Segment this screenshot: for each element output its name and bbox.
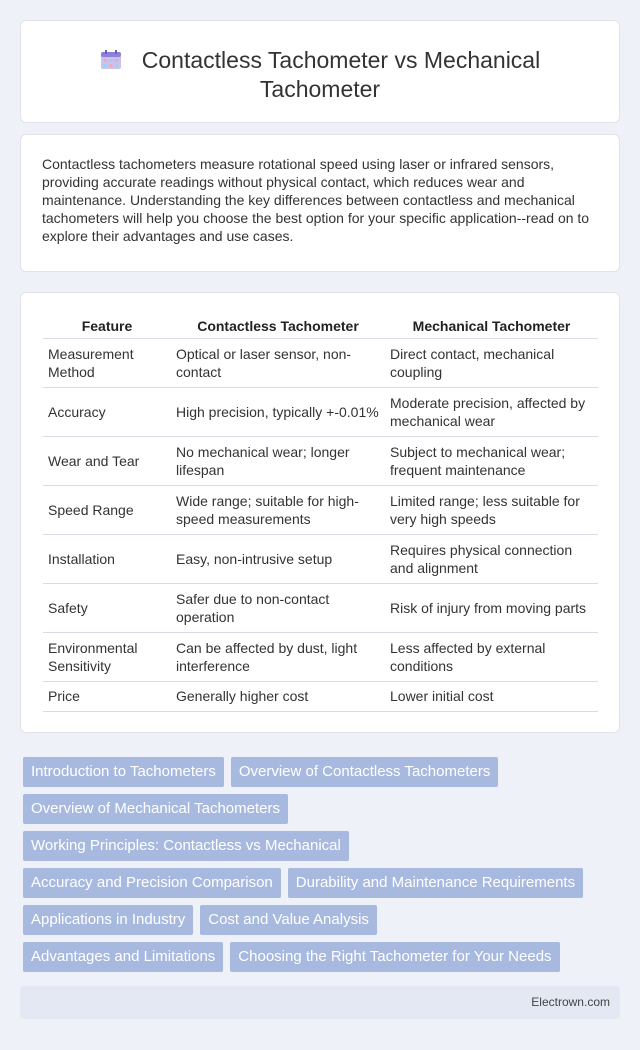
contactless-cell: High precision, typically +-0.01% bbox=[171, 387, 385, 436]
tag-choosing-right-tachometer[interactable]: Choosing the Right Tachometer for Your Needs bbox=[230, 942, 559, 972]
tag-accuracy-comparison[interactable]: Accuracy and Precision Comparison bbox=[23, 868, 281, 898]
tag-overview-mechanical[interactable]: Overview of Mechanical Tachometers bbox=[23, 794, 288, 824]
header-feature: Feature bbox=[43, 317, 171, 338]
table-row bbox=[43, 436, 598, 485]
feature-cell: Safety bbox=[43, 583, 171, 632]
intro-card bbox=[20, 134, 620, 272]
title-line-2: Tachometer bbox=[259, 76, 381, 102]
mechanical-cell: Less affected by external conditions bbox=[385, 632, 598, 681]
tag-advantages-limitations[interactable]: Advantages and Limitations bbox=[23, 942, 223, 972]
contactless-cell: Can be affected by dust, light interference bbox=[171, 632, 385, 681]
tag-row bbox=[23, 868, 623, 898]
comparison-card bbox=[20, 292, 620, 733]
contactless-cell: Wide range; suitable for high-speed measurements bbox=[171, 485, 385, 534]
related-topics bbox=[23, 757, 623, 979]
page-title bbox=[21, 46, 619, 104]
comparison-table bbox=[43, 317, 598, 712]
tag-applications-industry[interactable]: Applications in Industry bbox=[23, 905, 193, 935]
intro-paragraph: Contactless tachometers measure rotational speed using laser or infrared sensors, providing accurate readings without physical contact, which reduces wear and maintenance. Understanding the key differences between contactless and mechanical tachometers will help you choose the best option for your specific application--read on to explore their advantages and use cases. bbox=[42, 156, 590, 244]
contactless-cell: No mechanical wear; longer lifespan bbox=[171, 436, 385, 485]
tag-row bbox=[23, 905, 623, 935]
tag-row bbox=[23, 831, 623, 861]
feature-cell: Speed Range bbox=[43, 485, 171, 534]
header-mechanical: Mechanical Tachometer bbox=[385, 317, 598, 338]
feature-cell: Price bbox=[43, 681, 171, 711]
mechanical-cell: Limited range; less suitable for very high speeds bbox=[385, 485, 598, 534]
calendar-icon bbox=[100, 50, 122, 70]
title-line-1: Contactless Tachometer vs Mechanical bbox=[141, 47, 541, 73]
table-row bbox=[43, 632, 598, 681]
tag-row bbox=[23, 757, 623, 787]
contactless-cell: Generally higher cost bbox=[171, 681, 385, 711]
table-row bbox=[43, 534, 598, 583]
tag-overview-contactless[interactable]: Overview of Contactless Tachometers bbox=[231, 757, 499, 787]
table-row bbox=[43, 485, 598, 534]
table-row bbox=[43, 583, 598, 632]
feature-cell: Accuracy bbox=[43, 387, 171, 436]
header-contactless: Contactless Tachometer bbox=[171, 317, 385, 338]
feature-cell: Wear and Tear bbox=[43, 436, 171, 485]
mechanical-cell: Requires physical connection and alignment bbox=[385, 534, 598, 583]
contactless-cell: Optical or laser sensor, non-contact bbox=[171, 338, 385, 387]
footer bbox=[20, 986, 620, 1019]
title-card bbox=[20, 20, 620, 123]
feature-cell: Installation bbox=[43, 534, 171, 583]
tag-cost-value[interactable]: Cost and Value Analysis bbox=[200, 905, 377, 935]
table-row bbox=[43, 681, 598, 711]
table-row bbox=[43, 387, 598, 436]
footer-site-link[interactable]: Electrown.com bbox=[531, 995, 610, 1009]
tag-introduction-to-tachometers[interactable]: Introduction to Tachometers bbox=[23, 757, 224, 787]
mechanical-cell: Direct contact, mechanical coupling bbox=[385, 338, 598, 387]
tag-durability-maintenance[interactable]: Durability and Maintenance Requirements bbox=[288, 868, 583, 898]
tag-working-principles[interactable]: Working Principles: Contactless vs Mechanical bbox=[23, 831, 349, 861]
feature-cell: Environmental Sensitivity bbox=[43, 632, 171, 681]
contactless-cell: Easy, non-intrusive setup bbox=[171, 534, 385, 583]
table-header-row bbox=[43, 317, 598, 338]
mechanical-cell: Subject to mechanical wear; frequent maintenance bbox=[385, 436, 598, 485]
contactless-cell: Safer due to non-contact operation bbox=[171, 583, 385, 632]
tag-row bbox=[23, 794, 623, 824]
mechanical-cell: Lower initial cost bbox=[385, 681, 598, 711]
tag-row bbox=[23, 942, 623, 972]
mechanical-cell: Moderate precision, affected by mechanical wear bbox=[385, 387, 598, 436]
mechanical-cell: Risk of injury from moving parts bbox=[385, 583, 598, 632]
feature-cell: Measurement Method bbox=[43, 338, 171, 387]
table-row bbox=[43, 338, 598, 387]
